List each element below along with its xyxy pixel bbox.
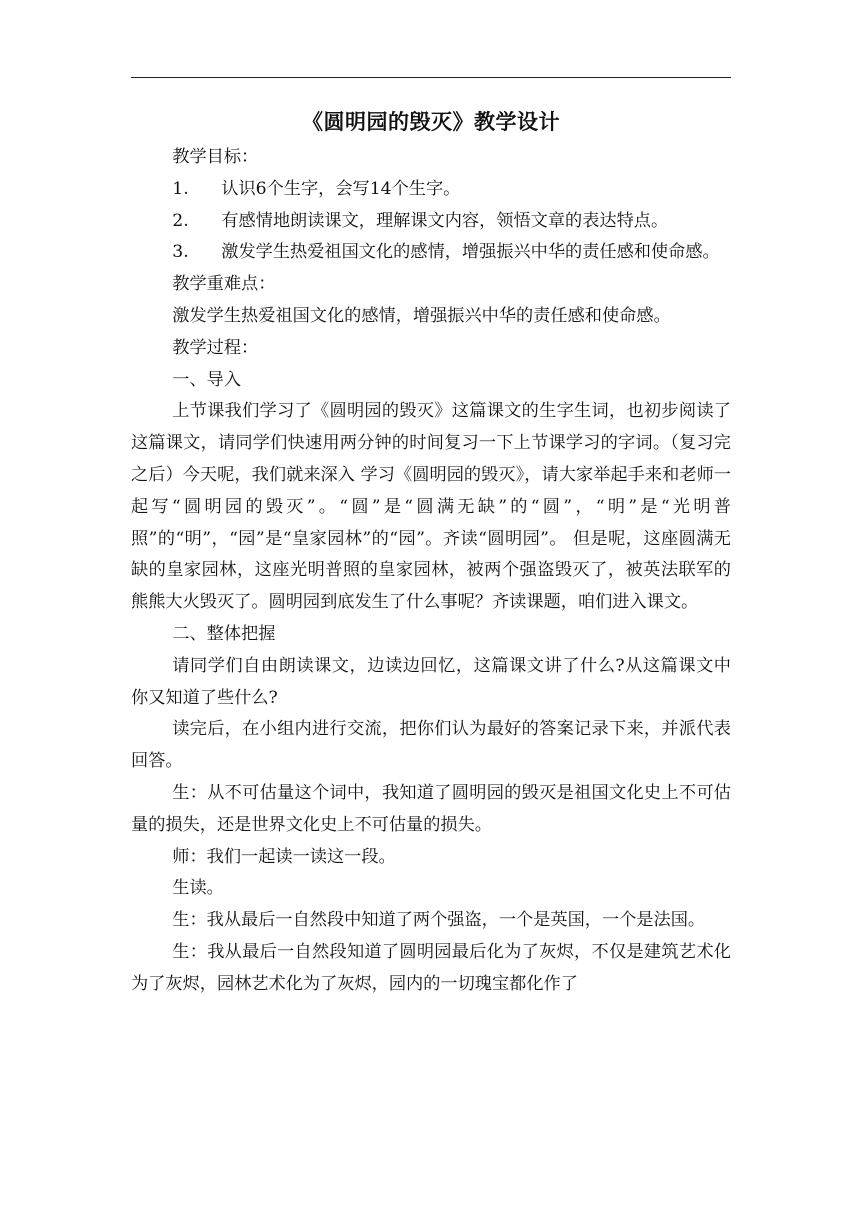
section-heading: 教学目标： xyxy=(172,147,259,167)
paragraph: 激发学生热爱祖国文化的感情，增强振兴中华的责任感和使命感。 xyxy=(172,305,671,326)
section-heading: 教学重难点： xyxy=(172,274,276,295)
paragraph: 师：我们一起读一读这一段。 xyxy=(172,846,396,867)
document-body xyxy=(131,142,731,1001)
paragraph: 读完后，在小组内进行交流，把你们认为最好的答案记录下来，并派代表回答。 xyxy=(131,719,731,772)
section-heading: 一、导入 xyxy=(172,369,242,390)
goal-item: 1. 认识6个生字，会写14个生字。 xyxy=(172,178,461,199)
paragraph: 生：我从最后一自然段中知道了两个强盗，一个是英国，一个是法国。 xyxy=(172,910,706,931)
paragraph: 生：我从最后一自然段知道了圆明园最后化为了灰烬，不仅是建筑艺术化为了灰烬，园林艺术化为了灰烬，园内的一切瑰宝都化作了 xyxy=(131,941,731,994)
goal-item: 2. 有感情地朗读课文，理解课文内容，领悟文章的表达特点。 xyxy=(172,210,669,231)
paragraph: 请同学们自由朗读课文，边读边回忆，这篇课文讲了什么?从这篇课文中你又知道了些什么? xyxy=(131,655,731,708)
header-rule xyxy=(131,77,731,78)
section-heading: 二、整体把握 xyxy=(172,623,276,644)
goal-item: 3. 激发学生热爱祖国文化的感情，增强振兴中华的责任感和使命感。 xyxy=(172,242,720,263)
document-title: 《圆明园的毁灭》教学设计 xyxy=(302,109,560,134)
paragraph: 生：从不可估量这个词中，我知道了圆明园的毁灭是祖国文化史上不可估量的损失，还是世界文化史上不可估量的损失。 xyxy=(131,782,731,835)
paragraph: 上节课我们学习了《圆明园的毁灭》这篇课文的生字生词，也初步阅读了这篇课文，请同学们快速用两分钟的时间复习一下上节课学习的字词。（复习完之后）今天呢，我们就来深入 学习《圆明园的毁灭》，请大家举起手来和老师一起写“圆明园的毁灭”。“圆”是“圆满无缺”的“圆”，“明”是“光明普照”的“明”，“园”是“皇家园林”的“园”。齐读“圆明园”。 但是呢，这座圆满无缺的皇家园林，这座光明普照的皇家园林，被两个强盗毁灭了，被英法联军的熊熊大火毁灭了。圆明园到底发生了什么事呢？齐读课题，咱们进入课文。 xyxy=(131,401,731,613)
paragraph: 生读。 xyxy=(172,878,224,899)
section-heading: 教学过程： xyxy=(172,337,259,358)
